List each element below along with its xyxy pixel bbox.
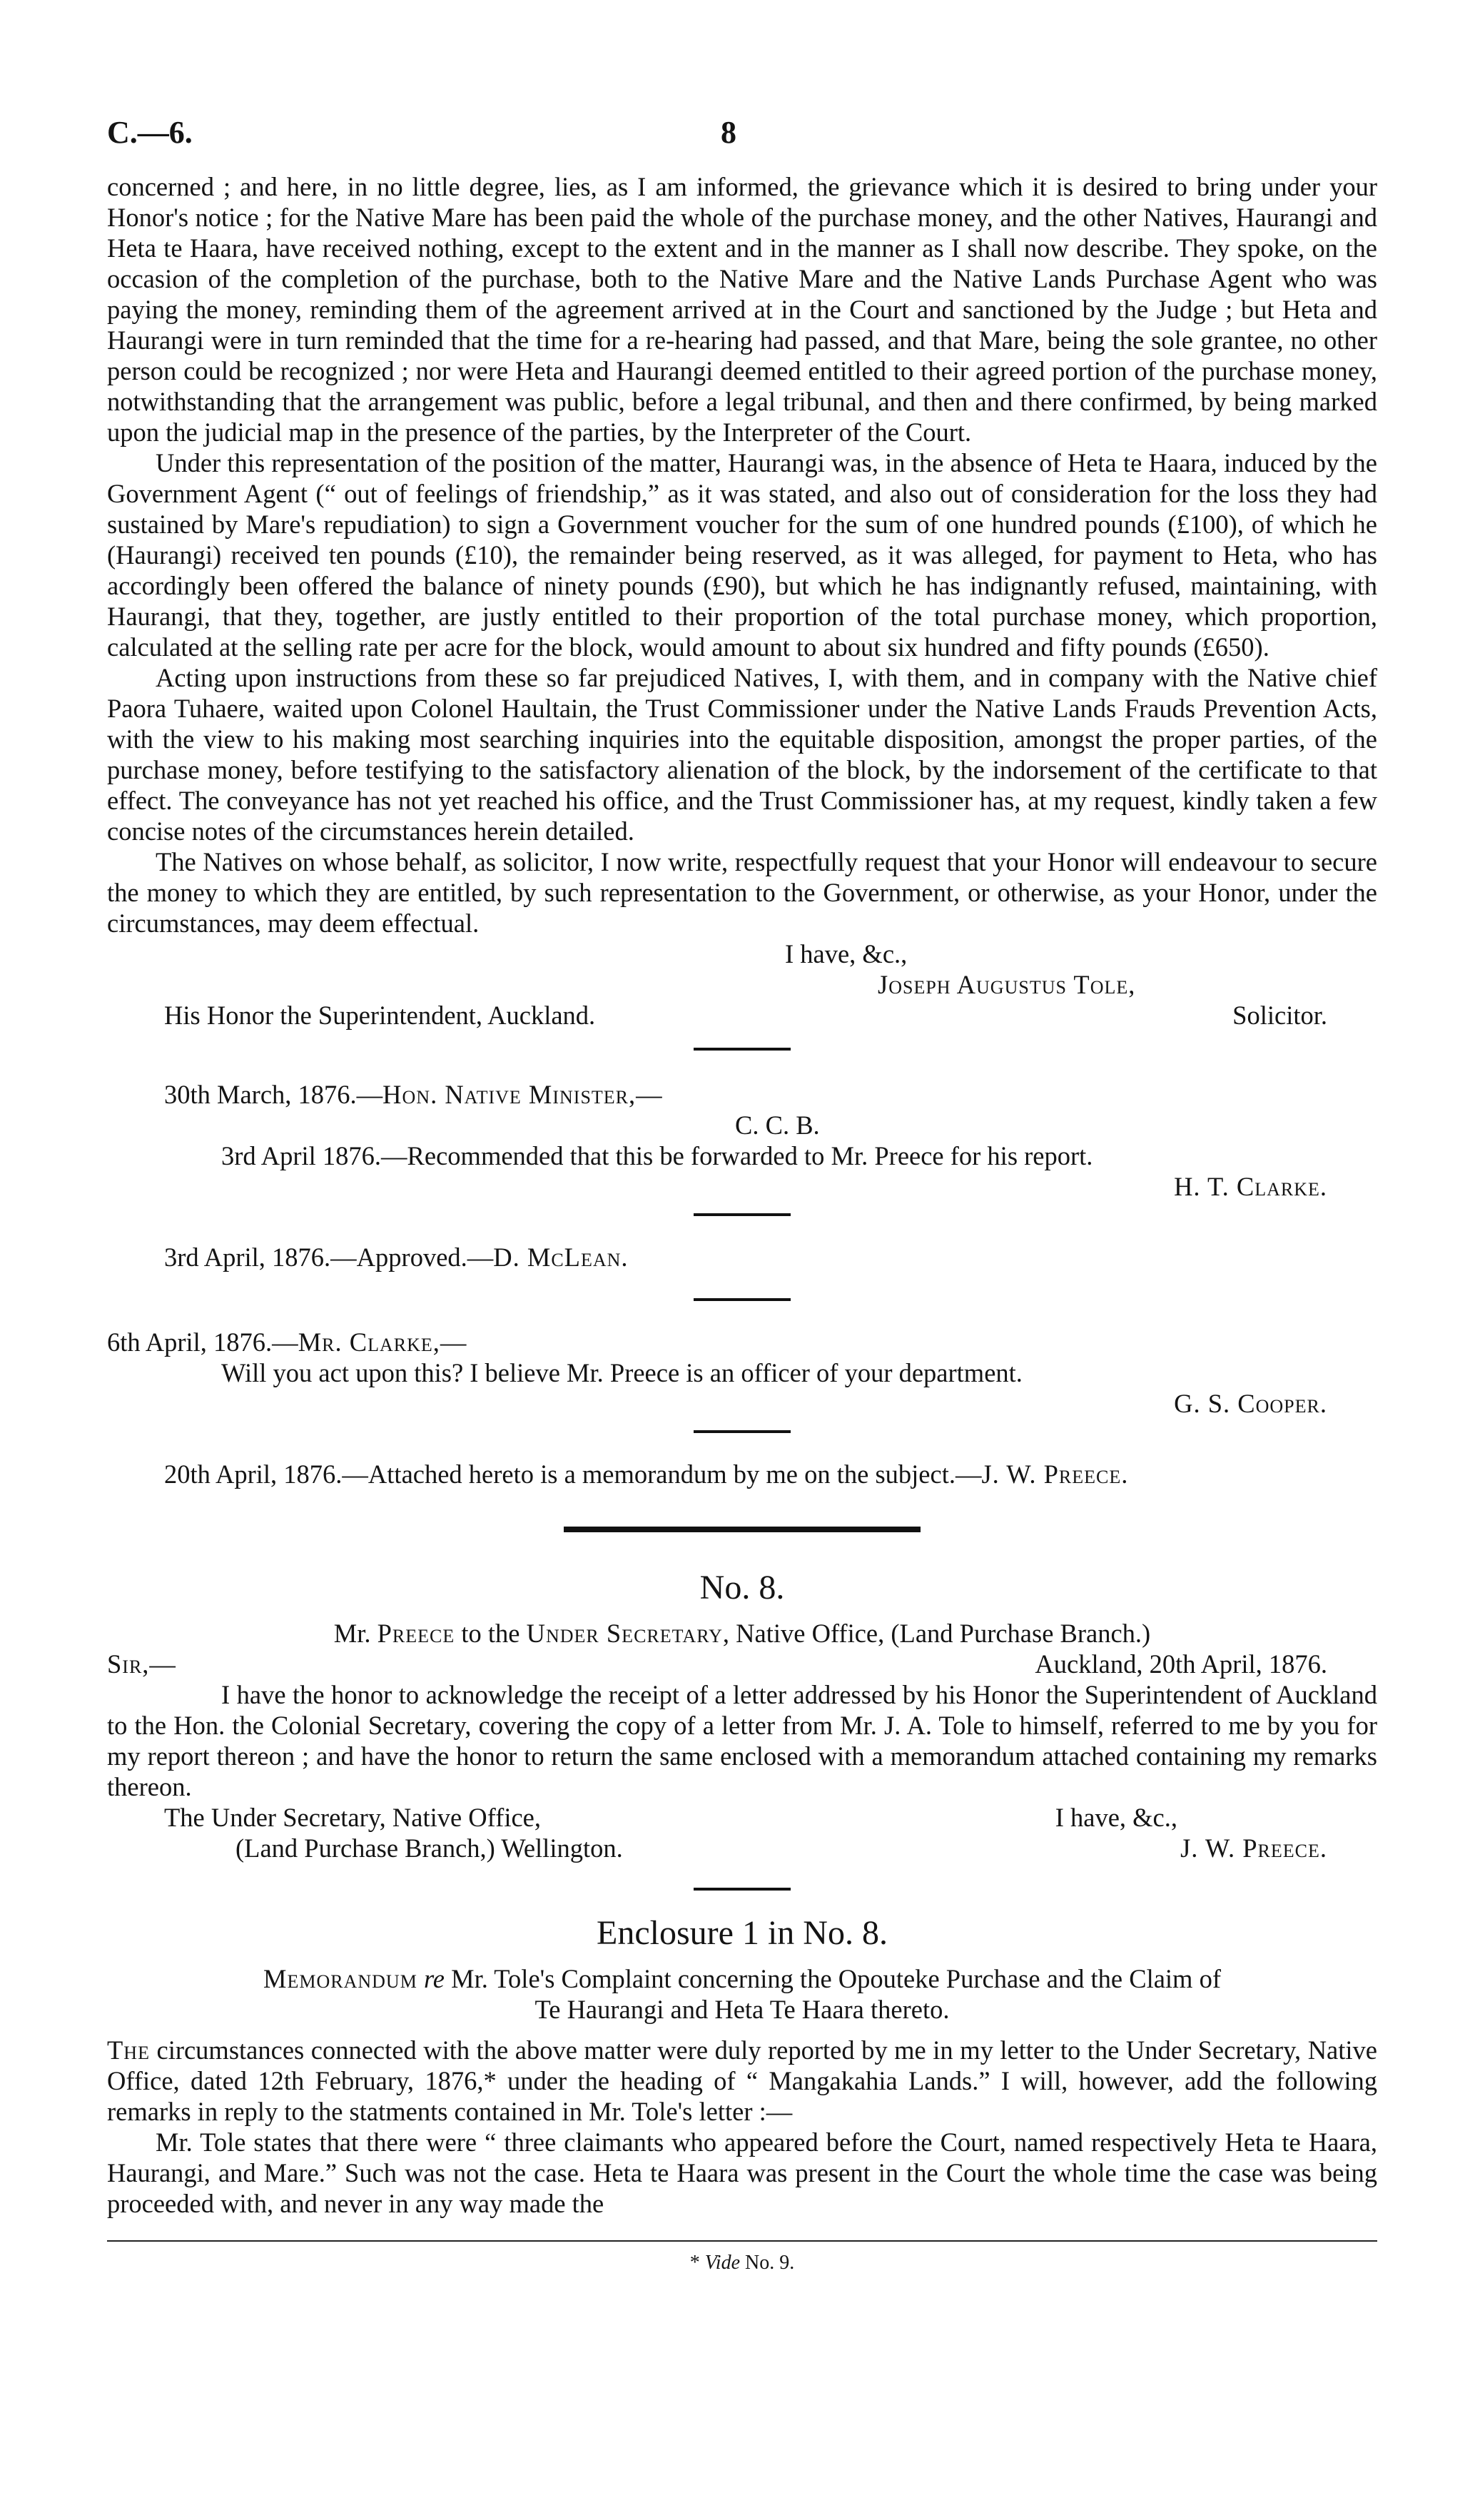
- letter-address-row: [107, 1000, 1377, 1031]
- footnote-star: *: [689, 2252, 705, 2274]
- enclosure-p1-rest: circumstances connected with the above matter were duly reported by me in my letter to the Under Secretary, Native Office, dated 12th February, 1876,* under the heading of “ Mangakahia Lands.” I will, however, add the following remarks in reply to the statments contained in Mr. Tole's letter :—: [107, 2035, 1377, 2126]
- no8-body: I have the honor to acknowledge the receipt of a letter addressed by his Honor the Superintendent of Auckland to the Hon. the Colonial Secretary, covering the copy of a letter from Mr. J. A. Tole to himself, referred to me by you for my report thereon ; and have the honor to return the same enclosed with a memorandum attached containing my remarks thereon.: [107, 1680, 1377, 1801]
- letter-paragraph-1: concerned ; and here, in no little degree, lies, as I am informed, the grievance which it is desired to bring under your Honor's notice ; for the Native Mare has been paid the whole of the purchase money, and the other Natives, Haurangi and Heta te Haara, have received nothing, except to the extent and in the manner as I shall now describe. They spoke, on the occasion of the completion of the purchase, both to the Native Mare and the Native Lands Purchase Agent who was paying the money, reminding them of the agreement arrived at in the Court and sanctioned by the Judge ; but Heta and Haurangi were in turn reminded that the time for a re-hearing had passed, and that Mare, being the sole grantee, no other person could be recognized ; nor were Heta and Haurangi deemed entitled to their agreed portion of the purchase money, notwithstanding that the arrangement was public, before a legal tribunal, and then and there confirmed, by being marked upon the judicial map in the presence of the parties, by the Interpreter of the Court.: [107, 172, 1377, 447]
- no8-sub-b: Preece: [377, 1619, 455, 1648]
- letter-paragraph-2: Under this representation of the position of the matter, Haurangi was, in the absence of Heta te Haara, induced by the Government Agent (“ out of feelings of friendship,” as it was stated, and also out of consideration for the loss they had sustained by Mare's repudiation) to sign a Government voucher for the sum of one hundred pounds (£100), of which he (Haurangi) received ten pounds (£10), the remainder being reserved, as it was alleged, for payment to Heta, who has accordingly been offered the balance of ninety pounds (£90), but which he has indignantly refused, maintaining, with Haurangi, that they, together, are justly entitled to their proportion of the total purchase money, which proportion, calculated at the selling rate per acre for the block, would amount to about six hundred and fifty pounds (£650).: [107, 448, 1377, 662]
- minute-5-text: 20th April, 1876.—Attached hereto is a memorandum by me on the subject.—: [164, 1459, 982, 1489]
- section-divider: [564, 1527, 921, 1532]
- letter-paragraph-3: Acting upon instructions from these so far prejudiced Natives, I, with them, and in company with the Native chief Paora Tuhaere, waited upon Colonel Haultain, the Trust Commissioner under the Native Lands Frauds Prevention Acts, with the view to his making most searching inquiries into the equitable disposition, amongst the proper parties, of the purchase money, before testifying to the satisfactory alienation of the block, by the indorsement of the certificate to that effect. The conveyance has not yet reached his office, and the Trust Commissioner has, at my request, kindly taken a few concise notes of the circumstances herein detailed.: [107, 663, 1377, 846]
- no8-place-date: Auckland, 20th April, 1876.: [1035, 1649, 1327, 1679]
- minute-1-date: 30th March, 1876.—: [164, 1080, 383, 1109]
- minute-3: [107, 1242, 1377, 1272]
- footnote-rest: No. 9.: [740, 2252, 795, 2274]
- minute-1-signature: C. C. B.: [735, 1110, 820, 1140]
- divider: [694, 1048, 791, 1051]
- section-title-no8: No. 8.: [699, 1569, 785, 1606]
- no8-address-1: The Under Secretary, Native Office,: [164, 1803, 541, 1832]
- series-label: C.—6.: [107, 115, 193, 150]
- minute-1: [107, 1079, 1377, 1110]
- no8-salutation: Sir,—: [107, 1649, 176, 1679]
- minute-4-addressee: Mr. Clarke,—: [298, 1327, 467, 1357]
- enclosure-sub-rest-1: Mr. Tole's Complaint concerning the Opouteke Purchase and the Claim of: [445, 1964, 1221, 1993]
- enclosure-sub-italic: re: [417, 1964, 445, 1993]
- minute-3-text: 3rd April, 1876.—Approved.—: [164, 1243, 494, 1272]
- no8-sub-d: Under Secretary: [526, 1619, 723, 1648]
- no8-address-row-1: [107, 1802, 1377, 1833]
- minute-4-signature: G. S. Cooper.: [1174, 1389, 1327, 1418]
- enclosure-title: Enclosure 1 in No. 8.: [597, 1914, 888, 1952]
- no8-sub-e: , Native Office, (Land Purchase Branch.): [722, 1619, 1151, 1648]
- letter-signer-title: Solicitor.: [1232, 1001, 1327, 1030]
- no8-salutation-row: [107, 1649, 1377, 1679]
- page-header: [107, 114, 1377, 171]
- divider: [694, 1213, 791, 1216]
- no8-closing: I have, &c.,: [1055, 1803, 1177, 1832]
- no8-sub-a: Mr.: [333, 1619, 377, 1648]
- page-number: 8: [721, 115, 736, 150]
- footnote-rule: [107, 2240, 1377, 2242]
- minute-2-signature: H. T. Clarke.: [1174, 1172, 1327, 1201]
- enclosure-p1-caps: The: [107, 2035, 150, 2065]
- letter-signer: Joseph Augustus Tole,: [878, 970, 1136, 999]
- enclosure-subtitle-line-1: [107, 1963, 1377, 1994]
- document-page: [107, 114, 1377, 2277]
- enclosure-subtitle-line-2: Te Haurangi and Heta Te Haara thereto.: [534, 1995, 950, 2024]
- minute-4-date: 6th April, 1876.—: [107, 1327, 298, 1357]
- minute-2: 3rd April 1876.—Recommended that this be forwarded to Mr. Preece for his report.: [221, 1141, 1093, 1170]
- divider: [694, 1888, 791, 1891]
- minute-4-body: Will you act upon this? I believe Mr. Preece is an officer of your department.: [221, 1358, 1023, 1387]
- footnote: [107, 2249, 1377, 2277]
- no8-address-2: (Land Purchase Branch,) Wellington.: [235, 1833, 623, 1863]
- letter-closing: I have, &c.,: [785, 939, 908, 968]
- letter-addressee: His Honor the Superintendent, Auckland.: [164, 1001, 596, 1030]
- footnote-vide: Vide: [704, 2252, 740, 2274]
- minute-1-addressee: Hon. Native Minister,—: [382, 1080, 663, 1109]
- letter-paragraph-4: The Natives on whose behalf, as solicitor, I now write, respectfully request that your Honor will endeavour to secure the money to which they are entitled, by such representation to the Government, or otherwise, as your Honor, under the circumstances, may deem effectual.: [107, 847, 1377, 938]
- no8-signer: J. W. Preece.: [1180, 1833, 1327, 1863]
- enclosure-sub-caps: Memorandum: [263, 1964, 417, 1993]
- minute-3-signature: D. McLean.: [493, 1243, 629, 1272]
- minute-4: [107, 1327, 1377, 1357]
- no8-subtitle: [107, 1618, 1377, 1649]
- divider: [694, 1298, 791, 1301]
- no8-sub-c: to the: [455, 1619, 527, 1648]
- enclosure-paragraph-1: [107, 2035, 1377, 2127]
- minute-5-signature: J. W. Preece.: [981, 1459, 1129, 1489]
- no8-address-row-2: [107, 1833, 1377, 1863]
- enclosure-paragraph-2: Mr. Tole states that there were “ three claimants who appeared before the Court, named respectively Heta te Haara, Haurangi, and Mare.” Such was not the case. Heta te Haara was present in the Court the whole time the case was being proceeded with, and never in any way made the: [107, 2127, 1377, 2218]
- divider: [694, 1430, 791, 1433]
- minute-5: [107, 1459, 1377, 1489]
